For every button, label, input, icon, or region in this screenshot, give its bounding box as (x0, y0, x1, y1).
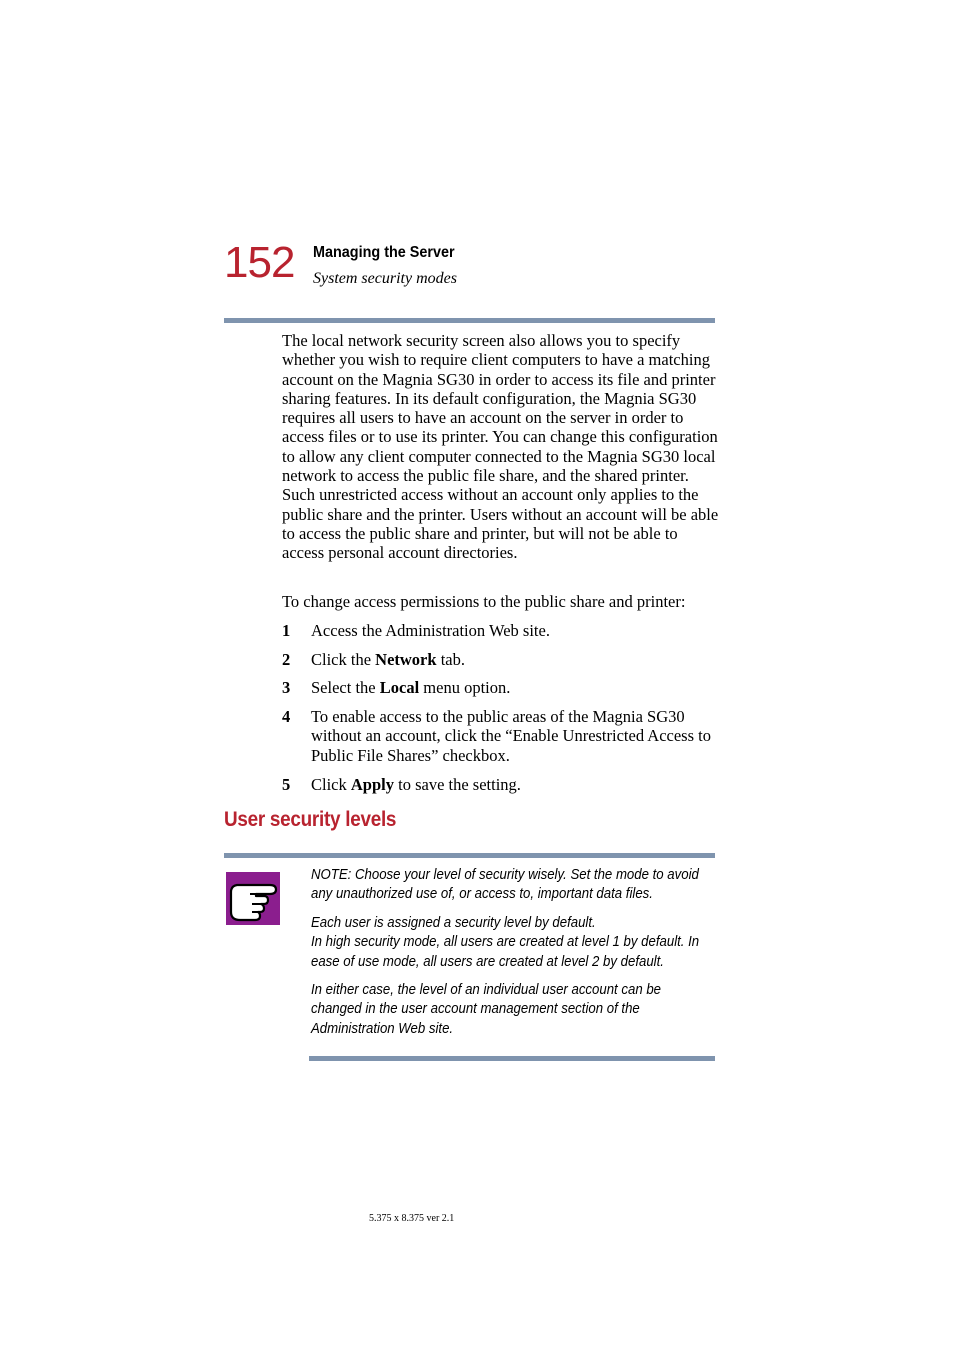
running-section-title: System security modes (313, 270, 457, 287)
section-heading: User security levels (224, 808, 397, 831)
note-paragraph: NOTE: Choose your level of security wisely. Set the mode to avoid any unauthorized use of, or access to, important data files. (311, 866, 699, 903)
step-number: 1 (282, 621, 291, 640)
step-item (282, 775, 722, 795)
step-number: 3 (282, 678, 291, 697)
step-item (282, 621, 722, 641)
page-number: 152 (224, 238, 295, 287)
step-item (282, 650, 722, 670)
step-text: Access the Administration Web site. (311, 621, 550, 640)
step-item (282, 707, 722, 767)
step-text: To enable access to the public areas of the Magnia SG30 without an account, click the “Enable Unrestricted Access to Public File Shares” checkbox. (311, 707, 711, 765)
step-number: 2 (282, 650, 291, 669)
print-size-footer: 5.375 x 8.375 ver 2.1 (369, 1213, 455, 1224)
note-paragraph: In either case, the level of an individual user account can be changed in the user account management section of the Administration Web site. (311, 981, 662, 1037)
intro-paragraph: The local network security screen also allows you to specify whether you wish to require client computers to have a matching account on the Magnia SG30 in order to access its file and printer sharing features. In its default configuration, the Magnia SG30 requires all users to have an account on the server in order to access files or to use its printer. You can change this configuration to allow any client computer connected to the Magnia SG30 local network to access the public file share, and the shared printer. Such unrestricted access without an account only applies to the public share and the printer. Users without an account will be able to access the public share and printer, but will not be able to access personal account directories. (282, 331, 719, 563)
header-rule (224, 318, 715, 323)
note-bottom-rule (309, 1056, 715, 1061)
chapter-title: Managing the Server (313, 244, 455, 261)
note-paragraph (311, 913, 716, 971)
note-top-rule (224, 853, 715, 858)
step-text: Select the Local menu option. (311, 678, 511, 697)
step-item (282, 678, 722, 698)
step-number: 4 (282, 707, 291, 726)
step-text: Click the Network tab. (311, 650, 465, 669)
steps-intro: To change access permissions to the public share and printer: (282, 592, 686, 611)
step-number: 5 (282, 775, 291, 794)
note-line: Each user is assigned a security level by default. (311, 914, 596, 931)
note-line: In high security mode, all users are created at level 1 by default. In ease of use mode, all users are created at level 2 by default. (311, 933, 700, 970)
step-text: Click Apply to save the setting. (311, 775, 521, 794)
pointing-hand-icon (226, 872, 280, 925)
